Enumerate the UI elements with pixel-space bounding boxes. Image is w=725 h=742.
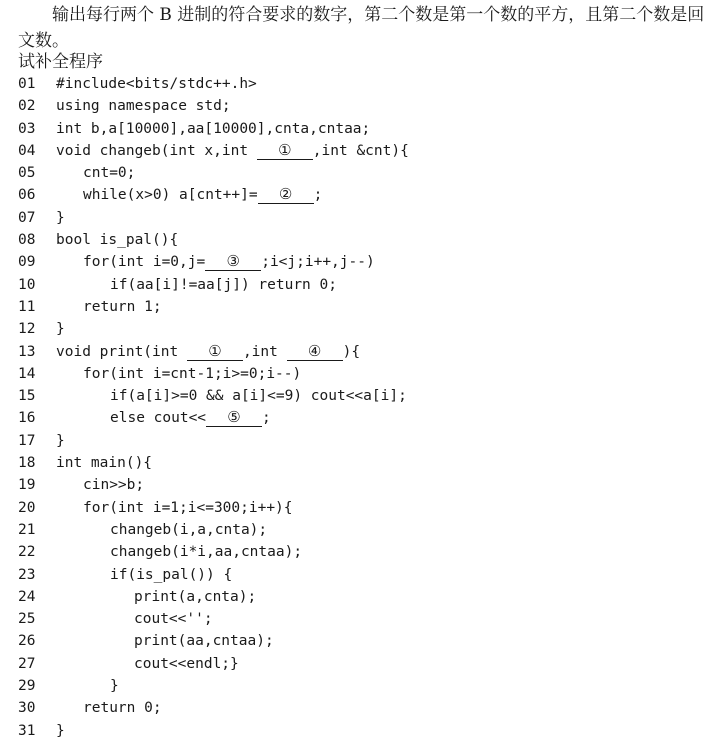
code-segment: changeb(i*i,aa,cntaa); — [110, 544, 303, 561]
code-text — [56, 586, 256, 608]
code-line — [18, 586, 718, 608]
line-number: 15 — [18, 388, 36, 405]
code-line — [18, 251, 718, 273]
code-text — [56, 697, 162, 719]
code-segment: for(int i=1;i<=300;i++){ — [83, 499, 293, 516]
code-text — [56, 653, 239, 675]
fill-in-blank: ③ — [205, 253, 261, 271]
code-segment: print(a,cnta); — [134, 588, 257, 605]
code-segment: cnt=0; — [83, 165, 136, 182]
code-text — [56, 118, 370, 140]
line-number: 31 — [18, 722, 36, 739]
code-text — [56, 184, 322, 206]
line-number: 17 — [18, 432, 36, 449]
code-line — [18, 630, 718, 652]
code-line — [18, 541, 718, 563]
line-number: 07 — [18, 209, 36, 226]
code-text — [56, 251, 375, 273]
code-text — [56, 73, 257, 95]
code-text — [56, 541, 302, 563]
code-line — [18, 296, 718, 318]
line-number: 09 — [18, 254, 36, 271]
code-segment: ){ — [342, 343, 361, 360]
fill-in-blank: ⑤ — [206, 409, 262, 427]
line-number: 05 — [18, 165, 36, 182]
code-line — [18, 318, 718, 340]
code-segment: if(a[i]>=0 && a[i]<=9) cout<<a[i]; — [110, 388, 407, 405]
line-number: 30 — [18, 700, 36, 717]
line-number: 03 — [18, 120, 36, 137]
code-text — [56, 519, 267, 541]
code-text — [56, 452, 152, 474]
line-number: 23 — [18, 566, 36, 583]
code-text — [56, 564, 232, 586]
code-line — [18, 341, 718, 363]
code-line — [18, 474, 718, 496]
code-segment: ;i<j;i++,j--) — [261, 254, 375, 271]
line-number: 18 — [18, 455, 36, 472]
code-segment: changeb(i,a,cnta); — [110, 521, 268, 538]
code-line — [18, 140, 718, 162]
line-number: 26 — [18, 633, 36, 650]
code-line — [18, 385, 718, 407]
code-text — [56, 675, 119, 697]
line-number: 27 — [18, 655, 36, 672]
code-line — [18, 407, 718, 429]
code-segment: print(aa,cntaa); — [134, 633, 274, 650]
code-line — [18, 452, 718, 474]
code-line — [18, 95, 718, 117]
code-segment: int main(){ — [56, 455, 153, 472]
code-text — [56, 474, 144, 496]
code-line — [18, 497, 718, 519]
code-line — [18, 207, 718, 229]
code-segment: } — [56, 321, 65, 338]
code-segment: ; — [262, 410, 271, 427]
line-number: 19 — [18, 477, 36, 494]
code-segment: else cout<< — [110, 410, 207, 427]
code-text — [56, 407, 271, 429]
code-segment: if(is_pal()) { — [110, 566, 233, 583]
code-line — [18, 608, 718, 630]
line-number: 10 — [18, 276, 36, 293]
code-segment: } — [56, 432, 65, 449]
fill-in-blank: ① — [187, 343, 243, 361]
line-number: 20 — [18, 499, 36, 516]
code-text — [56, 140, 409, 162]
code-text — [56, 720, 65, 742]
fill-in-blank: ④ — [287, 343, 343, 361]
line-number: 12 — [18, 321, 36, 338]
code-text — [56, 318, 65, 340]
code-text — [56, 296, 162, 318]
line-number: 01 — [18, 76, 36, 92]
line-number: 25 — [18, 611, 36, 628]
code-text — [56, 497, 293, 519]
code-segment: for(int i=cnt-1;i>=0;i--) — [83, 365, 302, 382]
code-segment: int b,a[10000],aa[10000],cnta,cntaa; — [56, 120, 371, 137]
code-segment: #include<bits/stdc++.h> — [56, 76, 257, 92]
problem-description: 输出每行两个 B 进制的符合要求的数字，第二个数是第一个数的平方，且第二个数是回文数。 — [18, 5, 705, 51]
code-text — [56, 630, 274, 652]
code-segment: return 1; — [83, 298, 162, 315]
code-line — [18, 720, 718, 742]
code-segment: return 0; — [83, 700, 162, 717]
line-number: 13 — [18, 343, 36, 360]
code-segment: void changeb(int x,int — [56, 142, 257, 159]
code-segment: } — [110, 678, 119, 695]
code-segment: ; — [313, 187, 323, 204]
code-segment: } — [56, 209, 65, 226]
line-number: 24 — [18, 588, 36, 605]
code-segment: cin>>b; — [83, 477, 145, 494]
line-number: 14 — [18, 365, 36, 382]
code-segment: using namespace std; — [56, 98, 231, 115]
code-segment: cout<<endl;} — [134, 655, 239, 672]
code-segment: while(x>0) a[cnt++]= — [83, 187, 258, 204]
code-line — [18, 184, 718, 206]
code-segment: cout<<''; — [134, 611, 213, 628]
line-number: 02 — [18, 98, 36, 115]
code-text — [56, 430, 65, 452]
fill-in-blank: ② — [258, 186, 314, 204]
code-line — [18, 430, 718, 452]
code-line — [18, 675, 718, 697]
code-segment: void print(int — [56, 343, 187, 360]
code-text — [56, 341, 360, 363]
fill-in-blank: ① — [257, 142, 313, 160]
code-line — [18, 363, 718, 385]
code-segment: if(aa[i]!=aa[j]) return 0; — [110, 276, 337, 293]
code-line — [18, 519, 718, 541]
line-number: 08 — [18, 232, 36, 249]
code-text — [56, 229, 178, 251]
code-line — [18, 73, 718, 95]
code-text — [56, 385, 407, 407]
code-text — [56, 363, 301, 385]
line-number: 11 — [18, 298, 36, 315]
code-segment: for(int i=0,j= — [83, 254, 206, 271]
code-text — [56, 608, 213, 630]
code-line — [18, 653, 718, 675]
line-number: 29 — [18, 678, 36, 695]
line-number: 06 — [18, 187, 36, 204]
code-line — [18, 697, 718, 719]
code-line — [18, 162, 718, 184]
code-line — [18, 274, 718, 296]
code-line — [18, 229, 718, 251]
line-number: 16 — [18, 410, 36, 427]
code-text — [56, 207, 65, 229]
instruction-heading: 试补全程序 — [18, 52, 103, 72]
code-text — [56, 274, 337, 296]
code-line — [18, 564, 718, 586]
code-text — [56, 162, 135, 184]
code-line — [18, 118, 718, 140]
code-segment: ,int &cnt){ — [312, 142, 409, 159]
code-text — [56, 95, 231, 117]
code-listing — [18, 73, 718, 742]
line-number: 22 — [18, 544, 36, 561]
code-segment: } — [56, 722, 65, 739]
line-number: 21 — [18, 521, 36, 538]
code-segment: bool is_pal(){ — [56, 232, 179, 249]
line-number: 04 — [18, 142, 36, 159]
code-segment: ,int — [242, 343, 287, 360]
